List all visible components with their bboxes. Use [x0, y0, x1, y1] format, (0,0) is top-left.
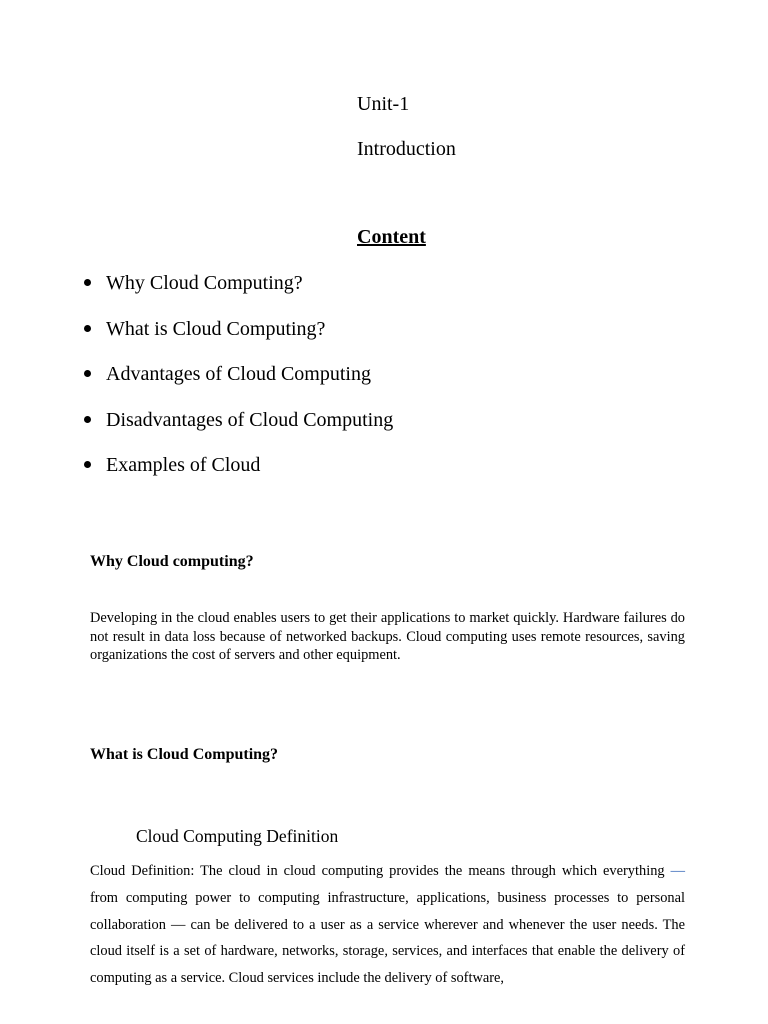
bullet-icon: [84, 325, 91, 332]
em-dash: —: [670, 863, 685, 879]
toc-item: [80, 407, 393, 453]
page-title: Introduction: [357, 138, 456, 160]
why-cloud-heading: Why Cloud computing?: [90, 553, 254, 570]
toc-item-label: Why Cloud Computing?: [106, 272, 303, 294]
toc-item-label: What is Cloud Computing?: [106, 317, 326, 340]
toc-item: [80, 270, 393, 316]
bullet-icon: [84, 279, 91, 286]
toc-item-label: Advantages of Cloud Computing: [106, 363, 371, 385]
bullet-icon: [84, 370, 91, 377]
unit-label: Unit-1: [357, 93, 410, 115]
bullet-icon: [84, 461, 91, 468]
content-heading: Content: [357, 226, 426, 248]
toc-item: [80, 316, 393, 362]
table-of-contents: [80, 270, 393, 498]
definition-text-rest: from computing power to computing infrastructure, applications, business processes to personal collaboration — can be delivered to a user as a service wherever and whenever the user needs. The cloud itself is a set of hardware, networks, storage, services, and interfaces that enable the delivery of computing as a service. Cloud services include the delivery of software,: [90, 889, 685, 987]
definition-paragraph: [90, 858, 685, 992]
toc-item: [80, 452, 393, 498]
bullet-icon: [84, 416, 91, 423]
toc-item-label: Examples of Cloud: [106, 454, 261, 476]
what-is-cloud-heading: What is Cloud Computing?: [90, 746, 279, 763]
definition-subheading: Cloud Computing Definition: [136, 826, 339, 846]
toc-item: [80, 361, 393, 407]
toc-item-label: Disadvantages of Cloud Computing: [106, 408, 394, 431]
definition-text-start: Cloud Definition: The cloud in cloud computing provides the means through which everything: [90, 863, 671, 879]
why-cloud-paragraph: Developing in the cloud enables users to get their applications to market quickly. Hardware failures do not result in data loss because of networked backups. Cloud computing uses remote resources, saving organizations the cost of servers and other equipment.: [90, 610, 685, 663]
